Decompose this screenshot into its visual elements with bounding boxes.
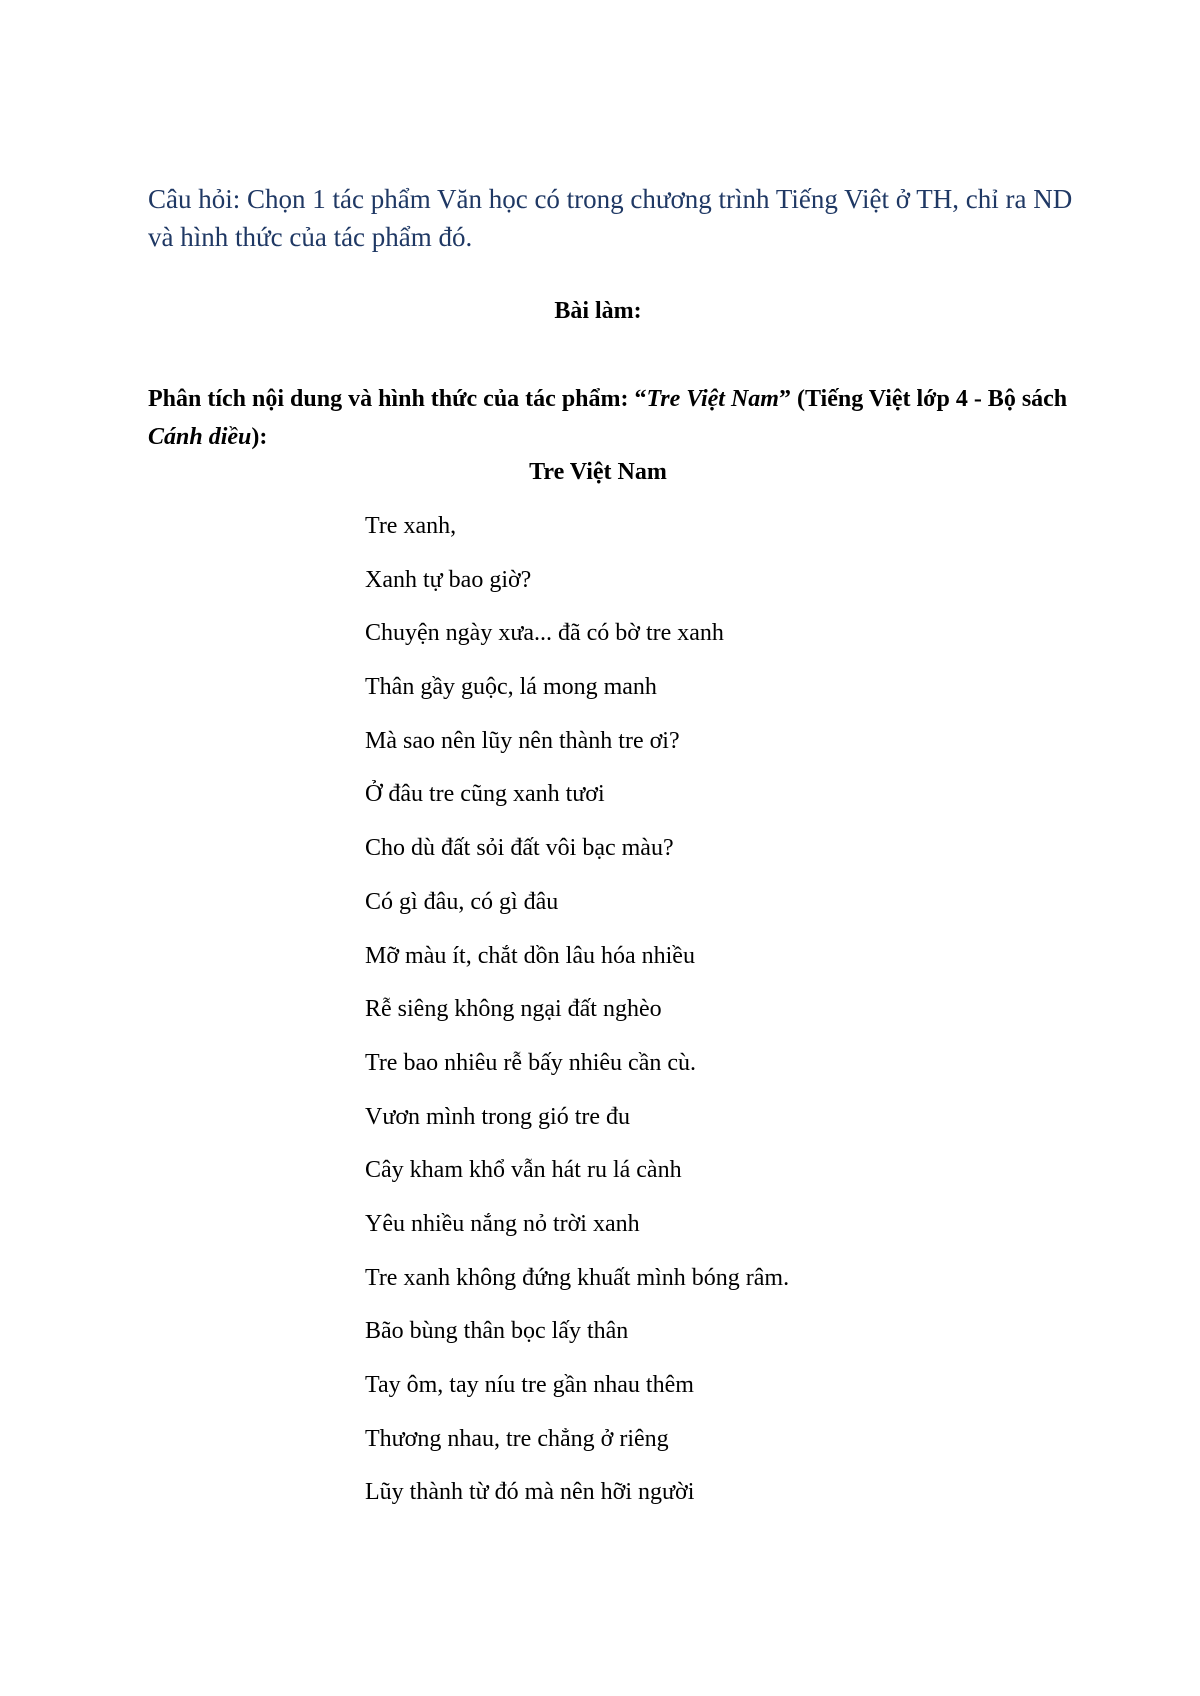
book-series: Cánh diều <box>148 424 252 450</box>
poem-line: Tre xanh không đứng khuất mình bóng râm. <box>365 1264 790 1291</box>
poem-line: Chuyện ngày xưa... đã có bờ tre xanh <box>365 620 724 647</box>
question-text: Câu hỏi: Chọn 1 tác phẩm Văn học có trong chương trình Tiếng Việt ở TH, chỉ ra ND và hình thức của tác phẩm đó. <box>148 184 1073 252</box>
analysis-prefix: Phân tích nội dung và hình thức của tác phẩm: “ <box>148 386 647 412</box>
analysis-middle: ” (Tiếng Việt lớp 4 - Bộ sách <box>778 386 1068 412</box>
analysis-suffix: ): <box>251 424 268 450</box>
poem-line: Cho dù đất sỏi đất vôi bạc màu? <box>365 835 674 862</box>
poem-body <box>365 508 1065 1528</box>
poem-line: Xanh tự bao giờ? <box>365 566 532 593</box>
poem-line: Tre xanh, <box>365 513 457 539</box>
answer-heading: Bài làm: <box>554 298 642 324</box>
analysis-heading <box>148 380 1073 456</box>
poem-line: Rễ siêng không ngại đất nghèo <box>365 996 662 1023</box>
poem-line: Có gì đâu, có gì đâu <box>365 888 559 915</box>
poem-line: Mỡ màu ít, chắt dồn lâu hóa nhiều <box>365 942 695 969</box>
poem-line: Lũy thành từ đó mà nên hỡi người <box>365 1479 695 1506</box>
work-title: Tre Việt Nam <box>646 386 779 412</box>
poem-line: Cây kham khổ vẫn hát ru lá cành <box>365 1157 682 1184</box>
poem-line: Vươn mình trong gió tre đu <box>365 1103 631 1130</box>
poem-line: Yêu nhiều nắng nỏ trời xanh <box>365 1210 640 1237</box>
poem-line: Thân gầy guộc, lá mong manh <box>365 674 657 701</box>
poem-title: Tre Việt Nam <box>529 459 667 485</box>
poem-line: Bão bùng thân bọc lấy thân <box>365 1318 629 1345</box>
poem-line: Ở đâu tre cũng xanh tươi <box>365 781 605 808</box>
poem-line: Thương nhau, tre chẳng ở riêng <box>365 1425 669 1452</box>
poem-line: Tre bao nhiêu rễ bấy nhiêu cần cù. <box>365 1049 697 1076</box>
poem-line: Tay ôm, tay níu tre gần nhau thêm <box>365 1372 694 1398</box>
poem-line: Mà sao nên lũy nên thành tre ơi? <box>365 727 680 754</box>
